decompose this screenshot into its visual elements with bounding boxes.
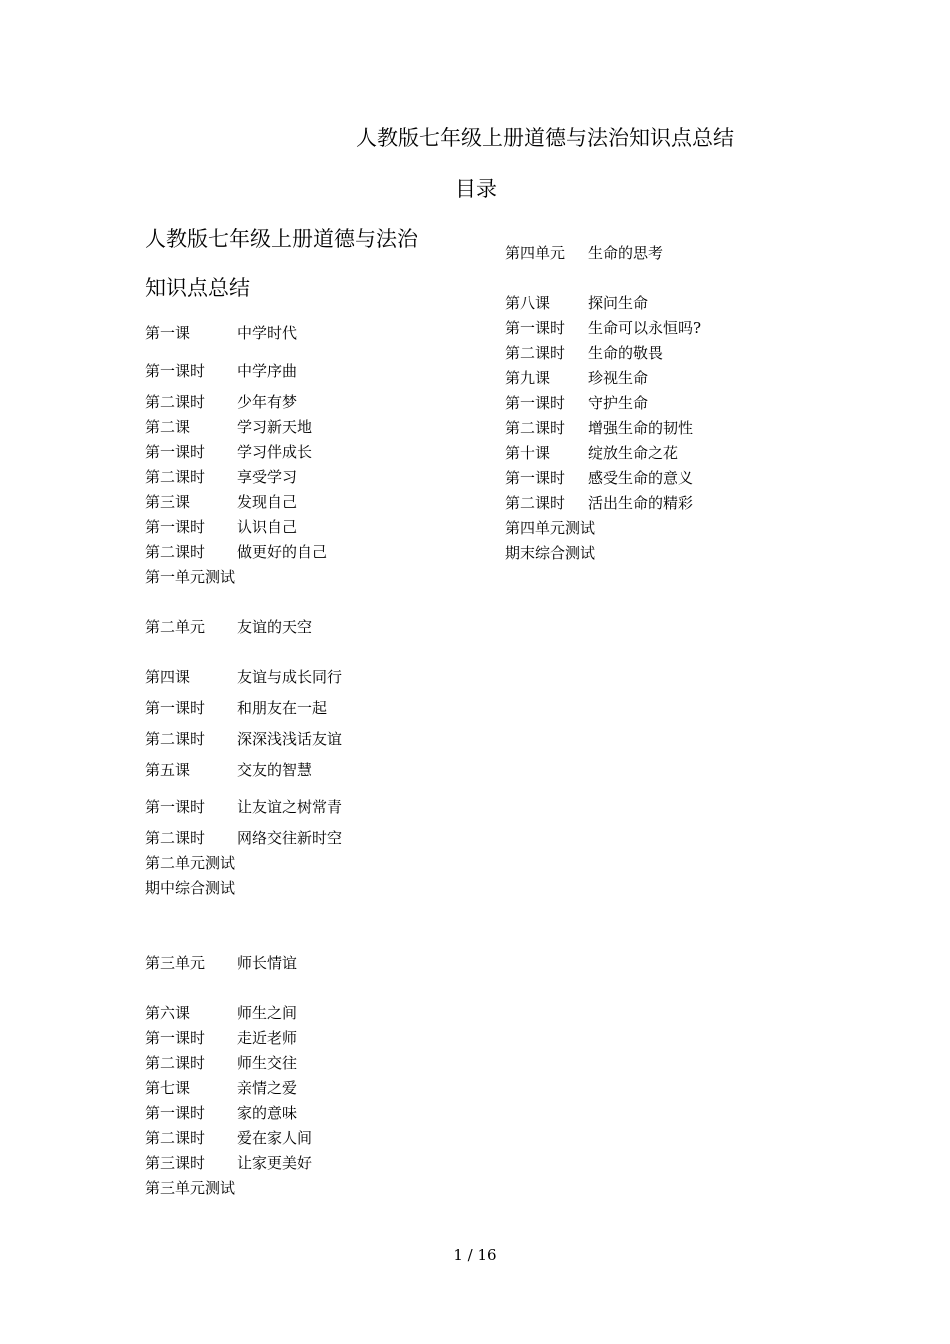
toc-entry-label: 第四单元测试 <box>505 519 596 537</box>
toc-entry-title: 学习新天地 <box>237 418 313 436</box>
toc-entry <box>145 517 298 537</box>
toc-entry <box>505 518 595 538</box>
toc-entry <box>145 698 328 718</box>
toc-entry-label: 第八课 <box>505 294 551 312</box>
toc-entry-label: 第九课 <box>505 369 551 387</box>
toc-entry <box>145 467 298 487</box>
toc-entry-label: 第二单元测试 <box>145 854 236 872</box>
toc-entry-label: 第二课时 <box>145 1129 206 1147</box>
toc-entry <box>145 492 298 512</box>
toc-entry <box>145 878 235 898</box>
toc-entry-label: 第二课时 <box>505 494 566 512</box>
toc-entry-label: 第二课时 <box>145 829 206 847</box>
toc-entry-label: 第二课时 <box>145 468 206 486</box>
toc-entry-title: 师长情谊 <box>237 954 298 972</box>
toc-entry-title: 感受生命的意义 <box>588 469 694 487</box>
toc-entry-title: 增强生命的韧性 <box>588 419 694 437</box>
toc-entry <box>505 368 649 388</box>
toc-entry <box>145 442 313 462</box>
toc-entry <box>145 392 298 412</box>
toc-entry-label: 第二课时 <box>145 730 206 748</box>
toc-entry <box>145 667 343 687</box>
toc-entry-label: 第四单元 <box>505 244 566 262</box>
toc-entry-title: 守护生命 <box>588 394 649 412</box>
toc-entry-label: 第二课时 <box>145 1054 206 1072</box>
toc-entry-title: 发现自己 <box>237 493 298 511</box>
toc-entry-title: 探问生命 <box>588 294 649 312</box>
toc-entry-title: 生命的敬畏 <box>588 344 664 362</box>
subtitle-line-1: 人教版七年级上册道德与法治 <box>145 227 418 251</box>
toc-entry-label: 第二课时 <box>505 344 566 362</box>
toc-entry <box>505 468 694 488</box>
toc-entry-title: 和朋友在一起 <box>237 699 328 717</box>
toc-entry-title: 交友的智慧 <box>237 761 313 779</box>
toc-entry <box>145 1028 298 1048</box>
toc-entry-label: 期中综合测试 <box>145 879 236 897</box>
toc-entry-title: 亲情之爱 <box>237 1079 298 1097</box>
toc-entry-title: 深深浅浅话友谊 <box>237 730 343 748</box>
toc-entry-label: 期末综合测试 <box>505 544 596 562</box>
toc-entry <box>145 828 343 848</box>
toc-entry-title: 做更好的自己 <box>237 543 328 561</box>
toc-entry <box>505 243 664 263</box>
toc-entry-title: 珍视生命 <box>588 369 649 387</box>
toc-entry <box>145 760 313 780</box>
toc-entry-label: 第一课时 <box>505 394 566 412</box>
toc-entry-label: 第一课时 <box>145 798 206 816</box>
toc-entry-title: 活出生命的精彩 <box>588 494 694 512</box>
toc-entry-label: 第三单元 <box>145 954 206 972</box>
toc-entry-label: 第一课时 <box>505 319 566 337</box>
toc-entry-title: 少年有梦 <box>237 393 298 411</box>
toc-entry-label: 第一课时 <box>145 1029 206 1047</box>
toc-entry-label: 第一课时 <box>145 362 206 380</box>
toc-entry <box>505 293 649 313</box>
toc-entry-title: 绽放生命之花 <box>588 444 679 462</box>
toc-entry-title: 让友谊之树常青 <box>237 798 343 816</box>
toc-entry <box>145 617 313 637</box>
toc-entry-title: 师生交往 <box>237 1054 298 1072</box>
toc-entry-title: 中学序曲 <box>237 362 298 380</box>
toc-entry <box>505 543 595 563</box>
document-title: 人教版七年级上册道德与法治知识点总结 <box>356 126 734 150</box>
toc-entry <box>505 393 649 413</box>
toc-entry-label: 第十课 <box>505 444 551 462</box>
toc-entry-title: 认识自己 <box>237 518 298 536</box>
toc-entry-title: 家的意味 <box>237 1104 298 1122</box>
toc-entry <box>145 542 328 562</box>
toc-entry-title: 走近老师 <box>237 1029 298 1047</box>
toc-entry-label: 第一课时 <box>145 518 206 536</box>
toc-entry <box>145 729 343 749</box>
toc-entry-title: 中学时代 <box>237 324 298 342</box>
toc-entry-label: 第三课 <box>145 493 191 511</box>
toc-entry <box>145 323 298 343</box>
toc-entry-title: 生命的思考 <box>588 244 664 262</box>
toc-entry <box>145 1053 298 1073</box>
toc-entry-label: 第六课 <box>145 1004 191 1022</box>
toc-entry <box>145 567 235 587</box>
toc-entry <box>505 443 679 463</box>
toc-entry-label: 第二课时 <box>505 419 566 437</box>
toc-entry <box>505 418 694 438</box>
toc-entry-label: 第二课时 <box>145 393 206 411</box>
page-number: 1 / 16 <box>453 1246 497 1264</box>
toc-entry-title: 让家更美好 <box>237 1154 313 1172</box>
toc-entry <box>145 1103 298 1123</box>
toc-entry-label: 第一单元测试 <box>145 568 236 586</box>
toc-entry-title: 友谊与成长同行 <box>237 668 343 686</box>
toc-entry-label: 第一课 <box>145 324 191 342</box>
toc-entry-label: 第一课时 <box>145 699 206 717</box>
subtitle-line-2: 知识点总结 <box>145 276 250 300</box>
toc-entry-title: 爱在家人间 <box>237 1129 313 1147</box>
toc-entry-title: 网络交往新时空 <box>237 829 343 847</box>
toc-entry-title: 生命可以永恒吗? <box>588 319 702 337</box>
toc-entry <box>145 1178 235 1198</box>
toc-entry-label: 第二课时 <box>145 543 206 561</box>
toc-entry-label: 第二课 <box>145 418 191 436</box>
toc-entry-label: 第一课时 <box>145 1104 206 1122</box>
toc-entry <box>505 493 694 513</box>
toc-entry-label: 第四课 <box>145 668 191 686</box>
toc-entry-label: 第三单元测试 <box>145 1179 236 1197</box>
toc-entry <box>145 1128 313 1148</box>
toc-entry <box>505 318 702 338</box>
toc-entry-label: 第一课时 <box>505 469 566 487</box>
toc-entry <box>145 361 298 381</box>
toc-entry <box>145 797 343 817</box>
toc-entry-title: 享受学习 <box>237 468 298 486</box>
toc-entry <box>145 853 235 873</box>
toc-entry-label: 第二单元 <box>145 618 206 636</box>
toc-entry-title: 学习伴成长 <box>237 443 313 461</box>
toc-entry <box>505 343 664 363</box>
toc-entry <box>145 1078 298 1098</box>
toc-entry <box>145 417 313 437</box>
toc-entry-label: 第五课 <box>145 761 191 779</box>
toc-entry-label: 第一课时 <box>145 443 206 461</box>
toc-heading: 目录 <box>455 177 497 201</box>
toc-entry-title: 师生之间 <box>237 1004 298 1022</box>
toc-entry-label: 第三课时 <box>145 1154 206 1172</box>
toc-entry <box>145 1153 313 1173</box>
toc-entry <box>145 953 298 973</box>
toc-entry-label: 第七课 <box>145 1079 191 1097</box>
toc-entry-title: 友谊的天空 <box>237 618 313 636</box>
toc-entry <box>145 1003 298 1023</box>
